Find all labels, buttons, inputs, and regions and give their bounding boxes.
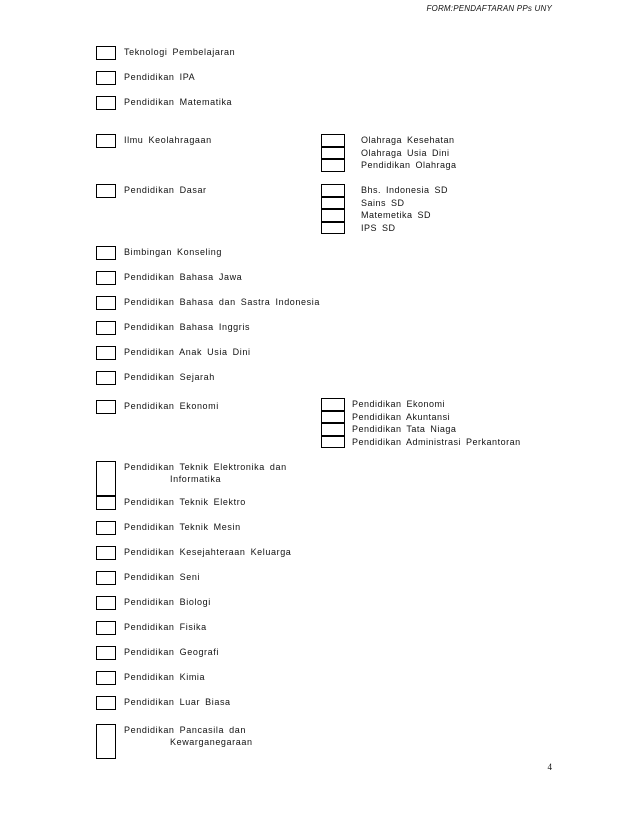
program-checkbox[interactable] — [96, 646, 116, 660]
program-label — [124, 135, 212, 145]
program-label-line: Pendidikan Luar Biasa — [124, 697, 231, 707]
program-label — [124, 497, 246, 507]
program-label — [124, 697, 231, 707]
program-label-line: Teknologi Pembelajaran — [124, 47, 236, 57]
program-label — [124, 97, 232, 107]
program-checkbox[interactable] — [96, 134, 116, 148]
program-checkbox[interactable] — [96, 521, 116, 535]
concentration-label: Olahraga Kesehatan — [361, 135, 455, 145]
program-checkbox[interactable] — [96, 621, 116, 635]
concentration-checkbox[interactable] — [321, 209, 345, 222]
concentration-label: Matemetika SD — [361, 210, 432, 220]
concentration-label: Pendidikan Ekonomi — [352, 399, 446, 409]
checkbox-partial — [96, 758, 116, 761]
concentration-label: Pendidikan Administrasi Perkantoran — [352, 436, 521, 447]
concentration-checkbox[interactable] — [321, 411, 345, 424]
concentration-label: IPS SD — [361, 222, 396, 233]
program-label-line: Pendidikan Sejarah — [124, 372, 215, 382]
program-label-line: Kewarganegaraan — [170, 737, 253, 747]
program-label — [124, 322, 250, 332]
program-label-line: Pendidikan Kimia — [124, 672, 206, 682]
concentration-label: Pendidikan Olahraga — [361, 160, 457, 170]
program-checkbox[interactable] — [96, 246, 116, 260]
program-checkbox[interactable] — [96, 346, 116, 360]
program-label — [124, 647, 219, 657]
program-label-line: Pendidikan Dasar — [124, 185, 207, 195]
concentration-checkbox[interactable] — [321, 197, 345, 210]
concentration-label: Olahraga Usia Dini — [361, 147, 450, 158]
program-label-line: Pendidikan Kesejahteraan Keluarga — [124, 547, 292, 557]
program-label-line: Pendidikan Pancasila dan — [124, 725, 246, 735]
concentration-label: Pendidikan Akuntansi — [352, 411, 451, 422]
program-checkbox[interactable] — [96, 461, 116, 496]
concentration-label: Bhs. Indonesia SD — [361, 185, 449, 195]
program-checkbox[interactable] — [96, 271, 116, 285]
program-label — [124, 247, 222, 257]
program-label — [124, 725, 253, 747]
program-label — [124, 597, 211, 607]
program-label — [124, 547, 291, 557]
program-checkbox[interactable] — [96, 496, 116, 510]
program-label — [124, 47, 235, 57]
program-checkbox[interactable] — [96, 596, 116, 610]
program-checkbox[interactable] — [96, 696, 116, 710]
program-label-line: Pendidikan Fisika — [124, 622, 207, 632]
concentration-checkbox[interactable] — [321, 147, 345, 160]
program-checkbox[interactable] — [96, 296, 116, 310]
program-label-line: Pendidikan Ekonomi — [124, 401, 219, 411]
program-label — [124, 347, 251, 357]
program-label-line: Pendidikan Teknik Elektro — [124, 497, 246, 507]
concentration-label: Sains SD — [361, 197, 405, 208]
program-label — [124, 297, 320, 307]
program-label — [124, 572, 200, 582]
program-label-line: Pendidikan Seni — [124, 572, 201, 582]
concentration-checkbox[interactable] — [321, 134, 345, 147]
program-label — [124, 672, 205, 682]
program-label — [124, 272, 242, 282]
program-label-line: Pendidikan Teknik Elektronika dan — [124, 462, 287, 472]
program-label-line: Bimbingan Konseling — [124, 247, 222, 257]
program-label — [124, 622, 207, 632]
program-label-line: Pendidikan Bahasa dan Sastra Indonesia — [124, 297, 320, 307]
program-label-line: Pendidikan Bahasa Jawa — [124, 272, 243, 282]
concentration-checkbox[interactable] — [321, 222, 345, 235]
concentration-checkbox[interactable] — [321, 398, 345, 411]
program-label-line: Pendidikan Biologi — [124, 597, 211, 607]
program-checkbox[interactable] — [96, 546, 116, 560]
program-label — [124, 401, 219, 411]
program-label — [124, 72, 195, 82]
program-checkbox[interactable] — [96, 96, 116, 110]
program-label — [124, 372, 215, 382]
concentration-checkbox[interactable] — [321, 423, 345, 436]
program-label-line: Pendidikan Bahasa Inggris — [124, 322, 251, 332]
program-checkbox[interactable] — [96, 371, 116, 385]
program-label-line: Pendidikan Matematika — [124, 97, 233, 107]
program-label — [124, 185, 207, 195]
program-checkbox[interactable] — [96, 71, 116, 85]
program-label-line: Informatika — [170, 474, 222, 484]
program-label — [124, 522, 241, 532]
program-checkbox[interactable] — [96, 400, 116, 414]
program-label-line: Pendidikan Geografi — [124, 647, 219, 657]
program-label-line: Pendidikan Teknik Mesin — [124, 522, 241, 532]
page-header: FORM:PENDAFTARAN PPs UNY — [426, 4, 552, 13]
program-checkbox[interactable] — [96, 46, 116, 60]
program-checkbox[interactable] — [96, 184, 116, 198]
program-label-line: Ilmu Keolahragaan — [124, 135, 212, 145]
page-number: 4 — [547, 762, 552, 772]
program-checkbox[interactable] — [96, 321, 116, 335]
concentration-checkbox[interactable] — [321, 436, 345, 449]
concentration-label: Pendidikan Tata Niaga — [352, 424, 457, 434]
concentration-checkbox[interactable] — [321, 184, 345, 197]
program-label — [124, 462, 287, 484]
program-checkbox[interactable] — [96, 724, 116, 759]
program-checkbox[interactable] — [96, 671, 116, 685]
program-label-line: Pendidikan IPA — [124, 72, 196, 82]
program-checkbox[interactable] — [96, 571, 116, 585]
concentration-checkbox[interactable] — [321, 159, 345, 172]
program-label-line: Pendidikan Anak Usia Dini — [124, 347, 251, 357]
